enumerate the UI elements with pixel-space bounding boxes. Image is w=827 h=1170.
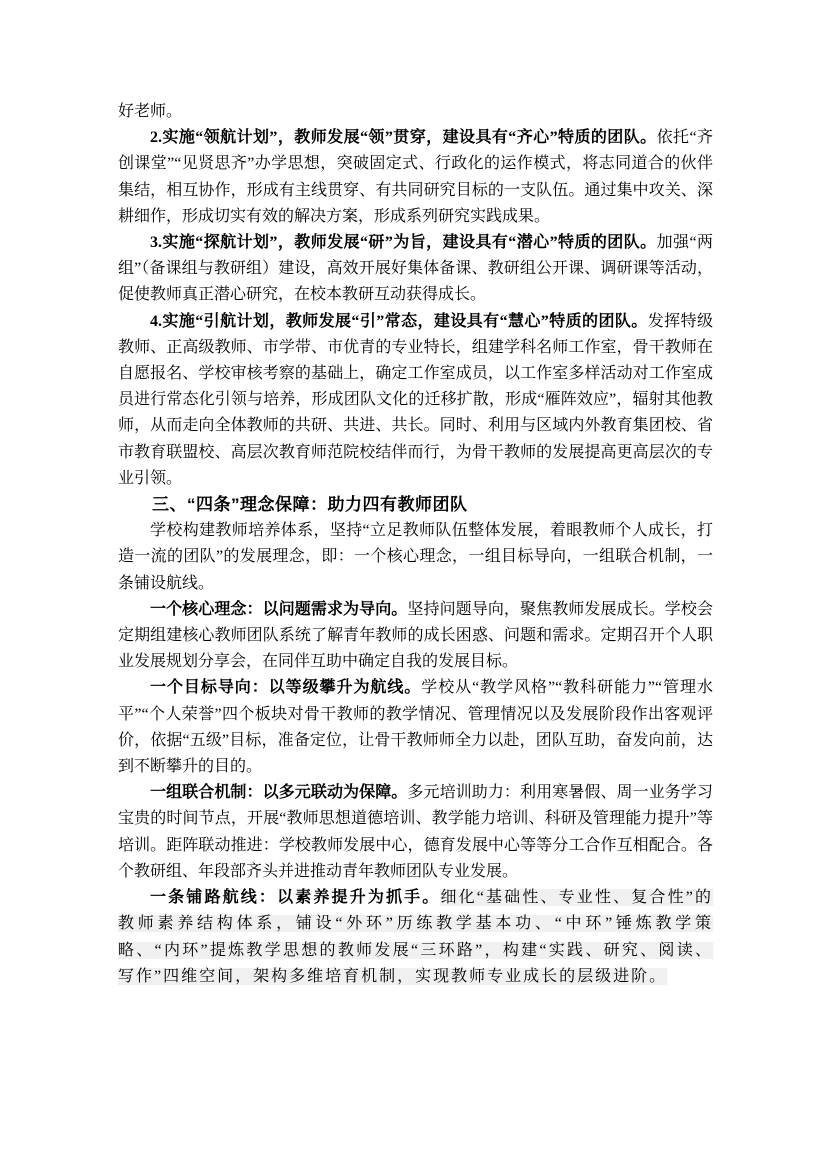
body-paragraph — [118, 675, 713, 780]
bold-lead-text: 一组联合机制：以多元联动为保障。 — [150, 784, 408, 802]
body-text: 发挥特级教师、正高级教师、市学带、市优青的专业特长，组建学科名师工作室，骨干教师在自愿报名、学校审核考察的基础上，确定工作室成员，以工作室多样活动对工作室成员进行常态化引领与培养，形成团队文化的迁移扩散，形成“雁阵效应”，辐射其他教师，从而走向全体教师的共研、共进、共长。同时、利用与区域内外教育集团校、省市教育联盟校、高层次教育师范院校结伴而行，为骨干教师的发展提高更高层次的专业引领。 — [118, 312, 713, 487]
bold-lead-text: 3.实施“探航计划”，教师发展“研”为旨，建设具有“潜心”特质的团队。 — [150, 234, 657, 252]
bold-lead-text: 2.实施“领航计划”，教师发展“领”贯穿，建设具有“齐心”特质的团队。 — [150, 129, 657, 147]
body-text: 加强“两组”（备课组与教研组）建设，高效开展好集体备课、教研组公开课、调研课等活动，促使教师真正潜心研究，在校本教研互动获得成长。 — [118, 234, 713, 304]
body-paragraph — [118, 518, 713, 597]
body-text: 学校构建教师培养体系，坚持“立足教师队伍整体发展，着眼教师个人成长，打造一流的团队”的发展理念，即：一个核心理念，一组目标导向，一组联合机制，一条铺设航线。 — [118, 522, 713, 592]
body-paragraph — [118, 780, 713, 885]
body-text: 学校从“教学风格”“教科研能力”“管理水平”“个人荣誉”四个板块对骨干教师的教学情况、管理情况以及发展阶段作出客观评价，依据“五级”目标，准备定位，让骨干教师师全力以赴，团队互助，奋发向前，达到不断攀升的目的。 — [118, 679, 713, 776]
body-paragraph — [118, 99, 713, 125]
body-paragraph — [118, 230, 713, 309]
body-text: 好老师。 — [118, 103, 183, 120]
body-paragraph — [118, 125, 713, 230]
body-paragraph — [118, 597, 713, 676]
body-text: 坚持问题导向，聚焦教师发展成长。学校会定期组建核心教师团队系统了解青年教师的成长困惑、问题和需求。定期召开个人职业发展规划分享会，在同伴互助中确定自我的发展目标。 — [118, 600, 713, 671]
bold-lead-text: 4.实施“引航计划，教师发展“引”常态，建设具有“慧心”特质的团队。 — [150, 312, 648, 330]
body-text: 依托“齐创课堂”“见贤思齐”办学思想，突破固定式、行政化的运作模式，将志同道合的伙伴集结，相互协作，形成有主线贯穿、有共同研究目标的一支队伍。通过集中攻关、深耕细作，形成切实有效的解决方案，形成系列研究实践成果。 — [118, 129, 713, 225]
highlighted-text: 细化“基础性、专业性、复合性”的教师素养结构体系，铺设“外环”历练教学基本功、“中环”锤炼教学策略、“内环”提炼教学思想的教师发展“三环路”，构建“实践、研究、阅读、写作”四维空间，架构多维培育机制，实现教师专业成长的层级进阶。 — [118, 889, 713, 985]
body-paragraph — [118, 309, 713, 492]
document-body — [118, 99, 713, 990]
bold-lead-text: 一个核心理念：以问题需求为导向。 — [150, 600, 408, 618]
bold-lead-text: 三、“四条”理念保障：助力四有教师团队 — [152, 495, 468, 515]
bold-lead-text: 一条铺路航线：以素养提升为抓手。 — [150, 889, 441, 907]
body-paragraph — [118, 885, 713, 990]
bold-lead-text: 一个目标导向：以等级攀升为航线。 — [150, 679, 422, 697]
body-text: 多元培训助力：利用寒暑假、周一业务学习宝贵的时间节点，开展“教师思想道德培训、教学能力培训、科研及管理能力提升”等培训。距阵联动推进：学校教师发展中心，德育发展中心等等分工合作互相配合。各个教研组、年段部齐头并进推动青年教师团队专业发展。 — [118, 784, 713, 880]
section-heading — [118, 492, 713, 518]
